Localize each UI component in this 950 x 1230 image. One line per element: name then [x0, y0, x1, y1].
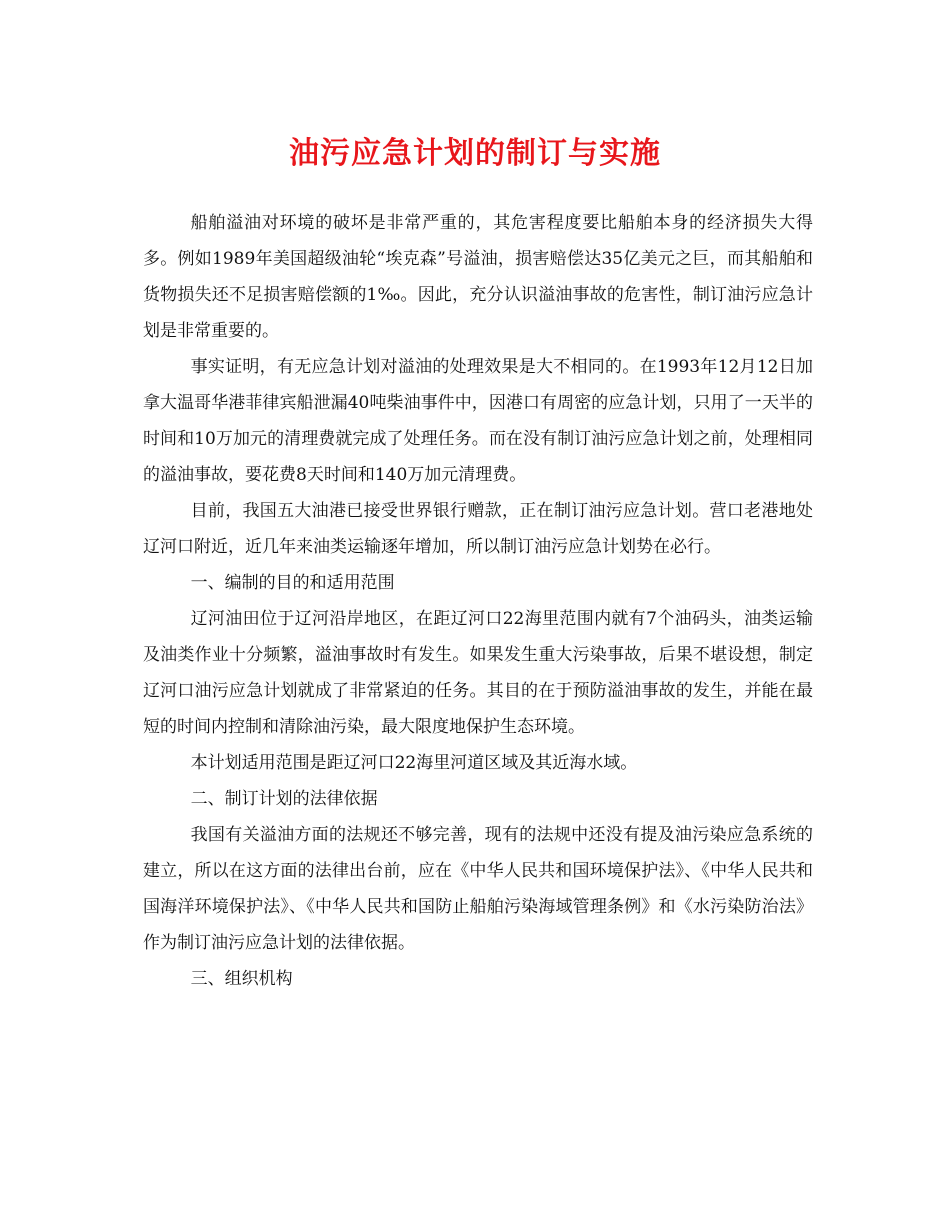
document-title: 油污应急计划的制订与实施 [289, 136, 661, 171]
paragraph-purpose: 辽河油田位于辽河沿岸地区，在距辽河口22海里范围内就有7个油码头，油类运输及油类作业十分频繁，溢油事故时有发生。如果发生重大污染事故，后果不堪设想，制定辽河口油污应急计划就成了非常紧迫的任务。其目的在于预防溢油事故的发生，并能在最短的时间内控制和清除油污染，最大限度地保护生态环境。 [143, 609, 813, 737]
paragraph-scope: 本计划适用范围是距辽河口22海里河道区域及其近海水域。 [190, 753, 638, 773]
document-body [143, 205, 813, 997]
paragraph-current-status: 目前，我国五大油港已接受世界银行赠款，正在制订油污应急计划。营口老港地处辽河口附近，近几年来油类运输逐年增加，所以制订油污应急计划势在必行。 [143, 501, 813, 557]
section-heading-legal-basis: 二、制订计划的法律依据 [190, 789, 378, 809]
paragraph-evidence: 事实证明，有无应急计划对溢油的处理效果是大不相同的。在1993年12月12日加拿大温哥华港菲律宾船泄漏40吨柴油事件中，因港口有周密的应急计划，只用了一天半的时间和10万加元的清理费就完成了处理任务。而在没有制订油污应急计划之前，处理相同的溢油事故，要花费8天时间和140万加元清理费。 [143, 357, 813, 485]
section-heading-purpose: 一、编制的目的和适用范围 [190, 573, 395, 593]
paragraph-intro: 船舶溢油对环境的破坏是非常严重的，其危害程度要比船舶本身的经济损失大得多。例如1989年美国超级油轮“埃克森”号溢油，损害赔偿达35亿美元之巨，而其船舶和货物损失还不足损害赔偿额的1‰。因此，充分认识溢油事故的危害性，制订油污应急计划是非常重要的。 [143, 213, 813, 341]
section-heading-organization: 三、组织机构 [190, 969, 293, 989]
paragraph-legal-basis: 我国有关溢油方面的法规还不够完善，现有的法规中还没有提及油污染应急系统的建立，所以在这方面的法律出台前，应在《中华人民共和国环境保护法》、《中华人民共和国海洋环境保护法》、《中华人民共和国防止船舶污染海域管理条例》和《水污染防治法》作为制订油污应急计划的法律依据。 [143, 825, 813, 953]
